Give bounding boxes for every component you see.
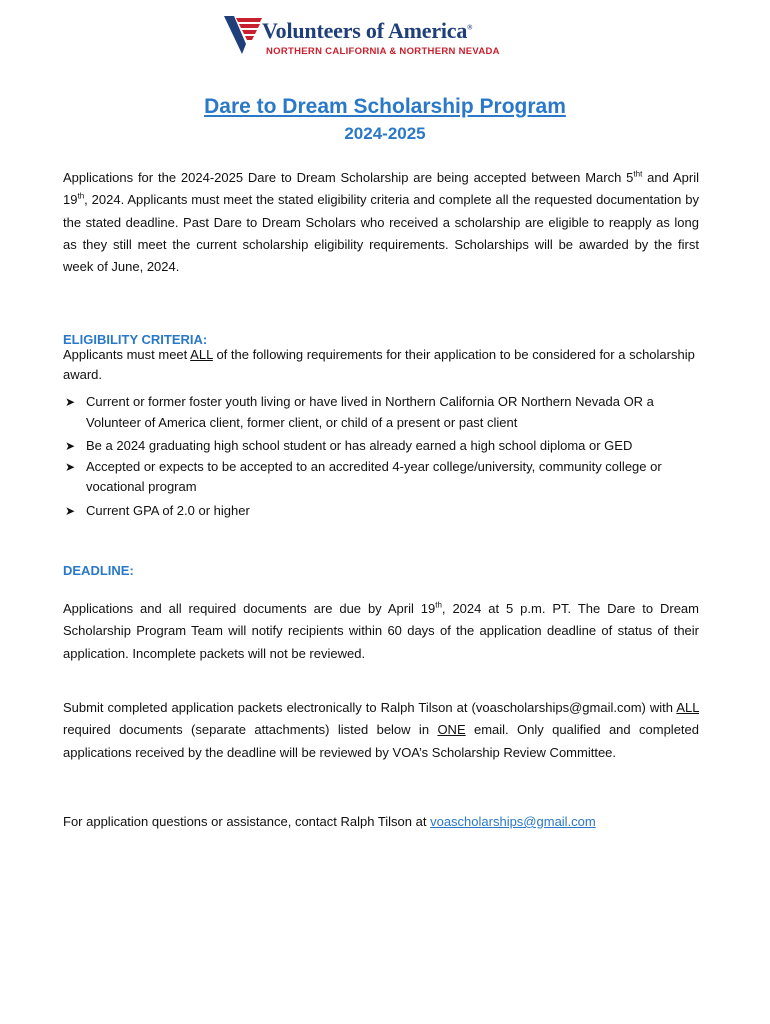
arrow-bullet-icon: ➤ [65,439,76,453]
list-item: ➤ Current or former foster youth living or have lived in Northern California OR Northern Nevada OR a Volunteer of America client, former client, or child of a present or past client [65,394,654,430]
contact-email-link[interactable]: voascholarships@gmail.com [430,814,596,829]
page-title: Dare to Dream Scholarship Program [204,95,566,118]
arrow-bullet-icon: ➤ [65,459,76,474]
deadline-heading: DEADLINE: [63,563,134,578]
arrow-bullet-icon: ➤ [65,395,76,409]
logo-subtitle: NORTHERN CALIFORNIA & NORTHERN NEVADA [266,46,500,57]
contact-paragraph: For application questions or assistance, contact Ralph Tilson at voascholarships@gmail.com [63,814,596,829]
arrow-bullet-icon: ➤ [65,503,76,518]
eligibility-intro: Applicants must meet ALL of the following requirements for their application to be considered for a scholarship award. [63,347,695,382]
voa-logo [222,14,522,60]
eligibility-heading: ELIGIBILITY CRITERIA: [63,332,208,347]
list-item: ➤ Accepted or expects to be accepted to an accredited 4-year college/university, community college or vocational program [65,458,662,494]
list-item: ➤ Be a 2024 graduating high school student or has already earned a high school diploma or GED [63,436,703,457]
program-year: 2024-2025 [344,124,426,143]
deadline-paragraph: Applications and all required documents are due by April 19th, 2024 at 5 p.m. PT. The Dare to Dream Scholarship Program Team will notify recipients within 60 days of the application deadline of status of their application. Incomplete packets will not be reviewed. [63,600,699,661]
eligibility-list [63,392,703,521]
logo-brand-text: Volunteers of America® [262,18,473,43]
list-item: ➤ Current GPA of 2.0 or higher [63,501,703,522]
submit-paragraph: Submit completed application packets electronically to Ralph Tilson at (voascholarships@gmail.com) with ALL required documents (separate attachments) listed below in ONE email. Only qualified and completed applications received by the deadline will be reviewed by VOA’s Scholarship Review Committee. [63,700,699,760]
intro-paragraph: Applications for the 2024-2025 Dare to Dream Scholarship are being accepted between March $5^{tht}$ and April 19th, 2024. Applicants must meet the stated eligibility criteria and complete all the requested documentation by the stated deadline. Past Dare to Dream Scholars who received a scholarship are eligible to reapply as long as they still meet the current scholarship eligibility requirements. Scholarships will be awarded by the first week of June, 2024. [63,169,699,275]
